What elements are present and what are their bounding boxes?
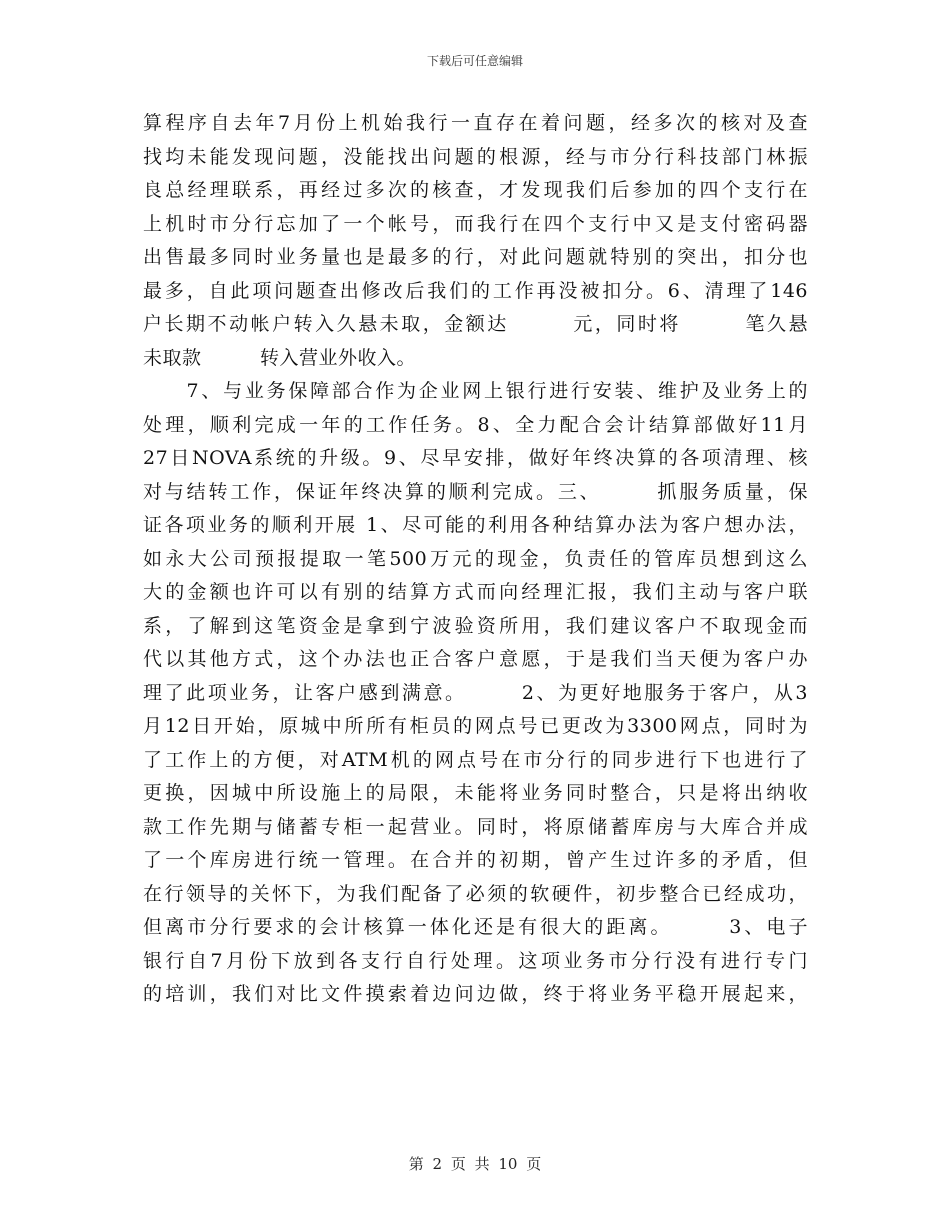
body-text [143,107,808,1012]
text-line: 银行自7月份下放到各支行自行处理。这项业务市分行没有进行专门 [143,949,808,972]
text-line: 在行领导的关怀下，为我们配备了必须的软硬件，初步整合已经成功， [143,882,808,905]
text-line: 理了此项业务，让客户感到满意。 2、为更好地服务于客户，从3 [143,681,808,704]
text-line: 了工作上的方便，对ATM机的网点号在市分行的同步进行下也进行了 [143,748,808,771]
page-number-footer: 第 2 页 共 10 页 [408,1155,542,1173]
text-line: 但离市分行要求的会计核算一体化还是有很大的距离。 3、电子 [143,916,808,938]
text-line: 证各项业务的顺利开展 1、尽可能的利用各种结算办法为客户想办法， [143,514,808,536]
text-line: 最多，自此项问题查出修改后我们的工作再没被扣分。6、清理了146 [143,279,808,302]
text-line: 款工作先期与储蓄专柜一起营业。同时，将原储蓄库房与大库合并成 [143,815,808,838]
text-line: 户长期不动帐户转入久悬未取，金额达 元，同时将 笔久悬 [143,313,808,335]
text-line: 找均未能发现问题，没能找出问题的根源，经与市分行科技部门林振 [143,145,808,168]
text-line: 处理，顺利完成一年的工作任务。8、全力配合会计结算部做好11月 [143,413,808,436]
text-line: 未取款 转入营业外收入。 [143,346,417,369]
text-line: 月12日开始，原城中所所有柜员的网点号已更改为3300网点，同时为 [143,715,808,737]
text-line: 良总经理联系，再经过多次的核查，才发现我们后参加的四个支行在 [143,179,808,201]
text-line: 了一个库房进行统一管理。在合并的初期，曾产生过许多的矛盾，但 [143,849,808,871]
text-line: 系，了解到这笔资金是拿到宁波验资所用，我们建议客户不取现金而 [143,614,808,637]
text-line: 如永大公司预报提取一笔500万元的现金，负责任的管库员想到这么 [143,547,808,570]
text-line: 代以其他方式，这个办法也正合客户意愿，于是我们当天便为客户办 [143,648,808,670]
text-line: 27日NOVA系统的升级。9、尽早安排，做好年终决算的各项清理、核 [143,447,808,469]
text-line: 算程序自去年7月份上机始我行一直存在着问题，经多次的核对及查 [143,112,808,134]
text-line: 7、与业务保障部合作为企业网上银行进行安装、维护及业务上的 [143,380,808,402]
text-line: 对与结转工作，保证年终决算的顺利完成。三、 抓服务质量，保 [143,480,808,503]
page-header: 下载后可任意编辑 [426,54,523,68]
text-line: 更换，因城中所设施上的局限，未能将业务同时整合，只是将出纳收 [143,782,808,804]
text-line: 的培训，我们对比文件摸索着边问边做，终于将业务平稳开展起来， [143,983,808,1005]
text-line: 大的金额也许可以有别的结算方式而向经理汇报，我们主动与客户联 [143,581,808,603]
text-line: 上机时市分行忘加了一个帐号，而我行在四个支行中又是支付密码器 [143,212,808,235]
text-line: 出售最多同时业务量也是最多的行，对此问题就特别的突出，扣分也 [143,246,808,268]
